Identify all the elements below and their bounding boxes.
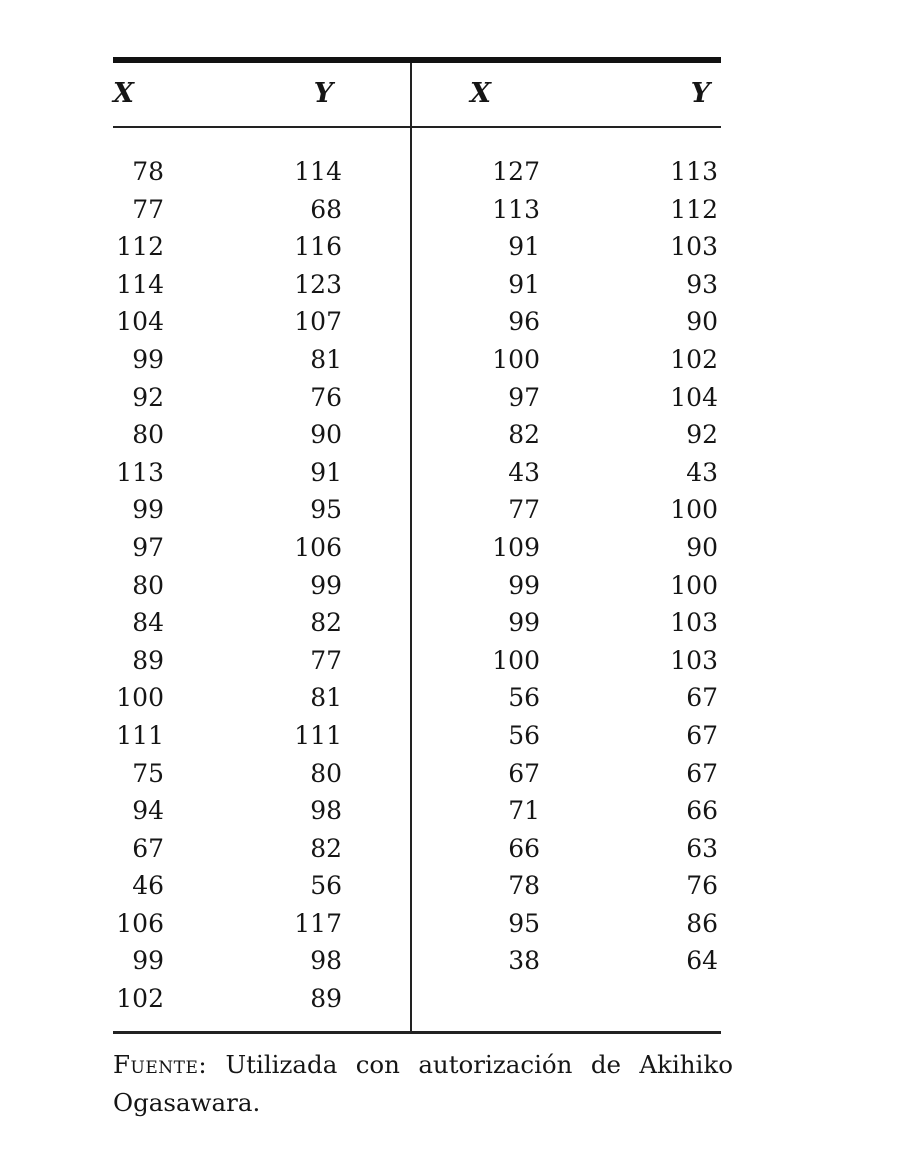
table-cell: 112 [116, 232, 164, 262]
table-cell: 114 [116, 269, 164, 299]
table-cell: 99 [310, 570, 342, 600]
table-cell: 114 [294, 157, 342, 186]
table-bottom-rule [113, 1031, 721, 1034]
table-cell: 106 [116, 908, 164, 938]
table-cell: 91 [310, 457, 342, 487]
table-cell: 68 [310, 194, 342, 224]
table-cell: 112 [670, 194, 718, 224]
table-cell: 46 [132, 871, 164, 901]
column-left-y [260, 153, 342, 1018]
table-cell: 94 [132, 796, 164, 826]
header-right-x: X [470, 78, 491, 109]
table-cell: 64 [686, 946, 718, 976]
table-cell: 66 [686, 796, 718, 826]
table-cell: 75 [132, 758, 164, 788]
table-cell: 123 [294, 269, 342, 299]
table-top-rule [113, 57, 721, 63]
table-cell: 67 [686, 720, 718, 750]
table-cell: 98 [310, 796, 342, 826]
table-cell: 80 [132, 570, 164, 600]
table-cell: 100 [492, 645, 540, 675]
table-cell: 92 [686, 420, 718, 450]
table-cell: 102 [116, 984, 164, 1014]
table-cell: 77 [310, 645, 342, 675]
table-cell: 56 [310, 871, 342, 901]
table-cell: 84 [132, 608, 164, 638]
table-header-rule [113, 126, 721, 128]
table-cell: 111 [294, 720, 342, 750]
table-source-note [113, 1046, 733, 1122]
table-cell: 66 [508, 833, 540, 863]
table-cell: 95 [310, 495, 342, 525]
table-cell: 113 [492, 194, 540, 224]
table-cell: 92 [132, 382, 164, 412]
table-cell: 91 [508, 269, 540, 299]
table-cell: 100 [670, 495, 718, 525]
table-cell: 107 [294, 307, 342, 337]
column-right-x [440, 153, 540, 980]
table-cell: 81 [310, 683, 342, 713]
table-cell: 89 [132, 645, 164, 675]
table-cell: 104 [116, 307, 164, 337]
table-cell: 113 [670, 157, 718, 186]
table-cell: 91 [508, 232, 540, 262]
table-cell: 77 [132, 194, 164, 224]
table-cell: 67 [132, 833, 164, 863]
table-cell: 56 [508, 683, 540, 713]
table-cell: 102 [670, 344, 718, 374]
table-cell: 111 [116, 720, 164, 750]
table-cell: 56 [508, 720, 540, 750]
table-cell: 103 [670, 232, 718, 262]
table-cell: 99 [132, 495, 164, 525]
table-cell: 63 [686, 833, 718, 863]
table-cell: 82 [310, 833, 342, 863]
table-cell: 109 [492, 532, 540, 562]
table-cell: 82 [508, 420, 540, 450]
table-cell: 95 [508, 908, 540, 938]
table-cell: 104 [670, 382, 718, 412]
table-cell: 89 [310, 984, 342, 1014]
table-cell: 80 [132, 420, 164, 450]
table-cell: 116 [294, 232, 342, 262]
table-column-divider [410, 63, 412, 1033]
table-cell: 99 [508, 608, 540, 638]
table-cell: 93 [686, 269, 718, 299]
table-cell: 80 [310, 758, 342, 788]
header-left-y: Y [313, 78, 333, 109]
table-cell: 103 [670, 608, 718, 638]
table-cell: 99 [132, 946, 164, 976]
table-cell: 43 [686, 457, 718, 487]
table-cell: 81 [310, 344, 342, 374]
table-cell: 97 [132, 532, 164, 562]
table-cell: 96 [508, 307, 540, 337]
table-cell: 86 [686, 908, 718, 938]
table-cell: 76 [686, 871, 718, 901]
table-cell: 100 [670, 570, 718, 600]
header-right-y: Y [690, 78, 710, 109]
table-cell: 99 [132, 344, 164, 374]
table-cell: 43 [508, 457, 540, 487]
table-cell: 90 [686, 532, 718, 562]
table-cell: 78 [132, 157, 164, 186]
table-cell: 76 [310, 382, 342, 412]
table-cell: 67 [686, 683, 718, 713]
column-left-x [100, 153, 164, 1018]
table-cell: 97 [508, 382, 540, 412]
table-cell: 90 [310, 420, 342, 450]
table-cell: 71 [508, 796, 540, 826]
table-cell: 78 [508, 871, 540, 901]
table-cell: 67 [686, 758, 718, 788]
table-cell: 38 [508, 946, 540, 976]
table-cell: 90 [686, 307, 718, 337]
table-cell: 77 [508, 495, 540, 525]
table-cell: 113 [116, 457, 164, 487]
table-cell: 98 [310, 946, 342, 976]
table-cell: 117 [294, 908, 342, 938]
table-cell: 127 [492, 157, 540, 186]
table-cell: 103 [670, 645, 718, 675]
table-cell: 106 [294, 532, 342, 562]
table-cell: 100 [492, 344, 540, 374]
table-cell: 100 [116, 683, 164, 713]
table-cell: 99 [508, 570, 540, 600]
table-cell: 67 [508, 758, 540, 788]
source-label: Fuente: [113, 1050, 208, 1079]
source-text: Utilizada con autorización de Akihiko Ogasawara. [113, 1050, 733, 1117]
header-left-x: X [113, 78, 134, 109]
column-right-y [620, 153, 718, 980]
table-cell: 82 [310, 608, 342, 638]
